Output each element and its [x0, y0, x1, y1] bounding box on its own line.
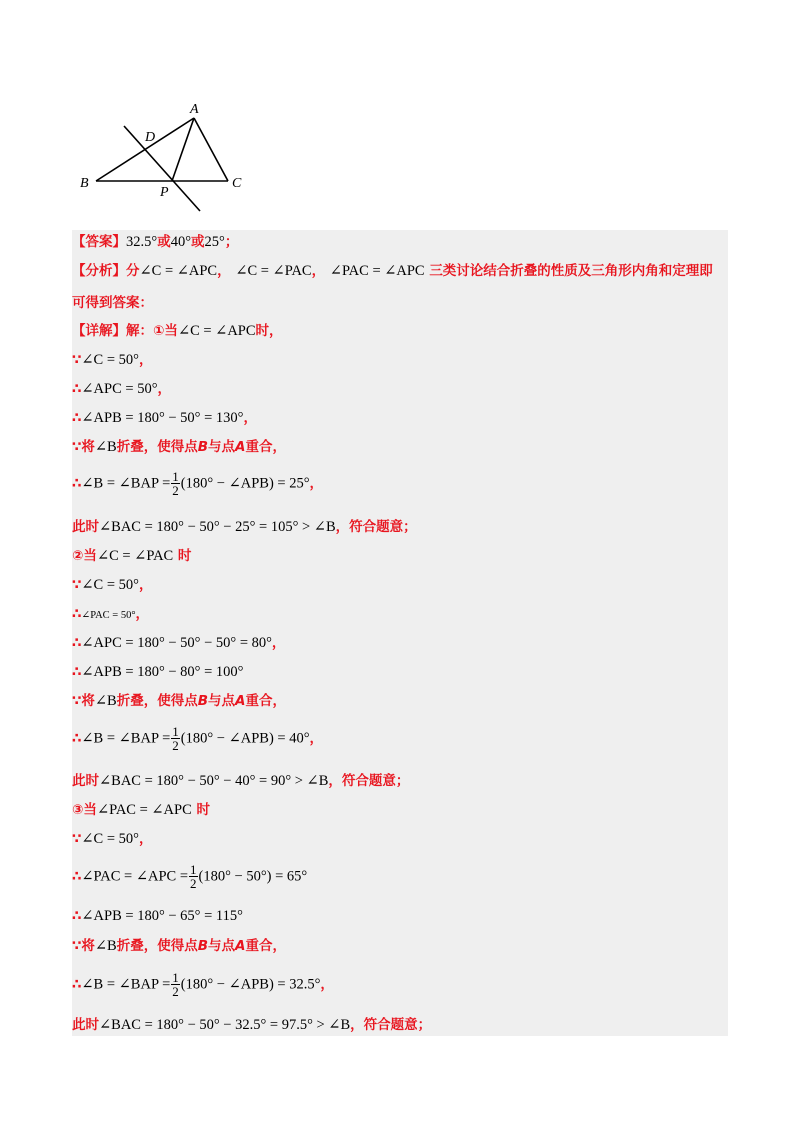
- answer-line: 【答案】32.5°或40°或25°；: [72, 234, 239, 250]
- case3-conclusion: 此时∠BAC = 180° − 50° − 32.5° = 97.5° > ∠B，符合题意；: [72, 1017, 432, 1033]
- fraction-half: $\frac{1}{2}$: [172, 970, 179, 999]
- case3-step-1: ∵∠C = 50°，: [72, 831, 153, 847]
- triangle-figure: [70, 96, 260, 220]
- case2-step-2: ∴∠PAC = 50°，: [72, 606, 150, 622]
- case2-conclusion: 此时∠BAC = 180° − 50° − 40° = 90° > ∠B，符合题意；: [72, 773, 410, 789]
- case1-step-5: ∴∠B = ∠BAP = $\frac{1}{2}$ (180° − ∠APB) = 25°，: [72, 469, 323, 498]
- segment-AP: [172, 118, 194, 181]
- case3-heading: ③当∠PAC = ∠APC 时: [72, 802, 210, 818]
- case1-step-2: ∴∠APC = 50°，: [72, 381, 171, 397]
- detail-line: 【详解】解：①当∠C = ∠APC时，: [72, 323, 283, 339]
- segment-AC: [194, 118, 228, 181]
- label-C: C: [232, 176, 242, 191]
- case3-fold-step: ∵将∠B折叠，使得点B与点A重合，: [72, 938, 286, 954]
- case3-step-5: ∴∠B = ∠BAP = $\frac{1}{2}$ (180° − ∠APB) = 32.5°，: [72, 970, 334, 999]
- case2-step-4: ∴∠APB = 180° − 80° = 100°: [72, 664, 244, 680]
- case1-step-1: ∵∠C = 50°，: [72, 352, 153, 368]
- fraction-half: $\frac{1}{2}$: [190, 862, 197, 891]
- fraction-half: $\frac{1}{2}$: [172, 724, 179, 753]
- analysis-line-2: 可得到答案：: [72, 295, 153, 311]
- case2-step-3: ∴∠APC = 180° − 50° − 50° = 80°，: [72, 635, 286, 651]
- case3-step-3: ∴∠APB = 180° − 65° = 115°: [72, 908, 243, 924]
- case2-step-6: ∴∠B = ∠BAP = $\frac{1}{2}$ (180° − ∠APB) = 40°，: [72, 724, 323, 753]
- label-D: D: [145, 130, 156, 145]
- fraction-half: $\frac{1}{2}$: [172, 469, 179, 498]
- case3-step-2: ∴∠PAC = ∠APC = $\frac{1}{2}$ (180° − 50°) = 65°: [72, 862, 308, 891]
- case1-step-3: ∴∠APB = 180° − 50° = 130°，: [72, 410, 257, 426]
- label-B: B: [80, 176, 89, 191]
- case2-heading: ②当∠C = ∠PAC 时: [72, 548, 192, 564]
- case1-fold-step: ∵将∠B折叠，使得点B与点A重合，: [72, 439, 286, 455]
- case2-step-1: ∵∠C = 50°，: [72, 577, 153, 593]
- analysis-line: 【分析】分∠C = ∠APC， ∠C = ∠PAC， ∠PAC = ∠APC 三类讨论结合折叠的性质及三角形内角和定理即: [72, 263, 713, 279]
- case2-fold-step: ∵将∠B折叠，使得点B与点A重合，: [72, 693, 286, 709]
- label-A: A: [190, 102, 199, 117]
- label-P: P: [160, 185, 169, 200]
- case1-conclusion: 此时∠BAC = 180° − 50° − 25° = 105° > ∠B，符合题意；: [72, 519, 417, 535]
